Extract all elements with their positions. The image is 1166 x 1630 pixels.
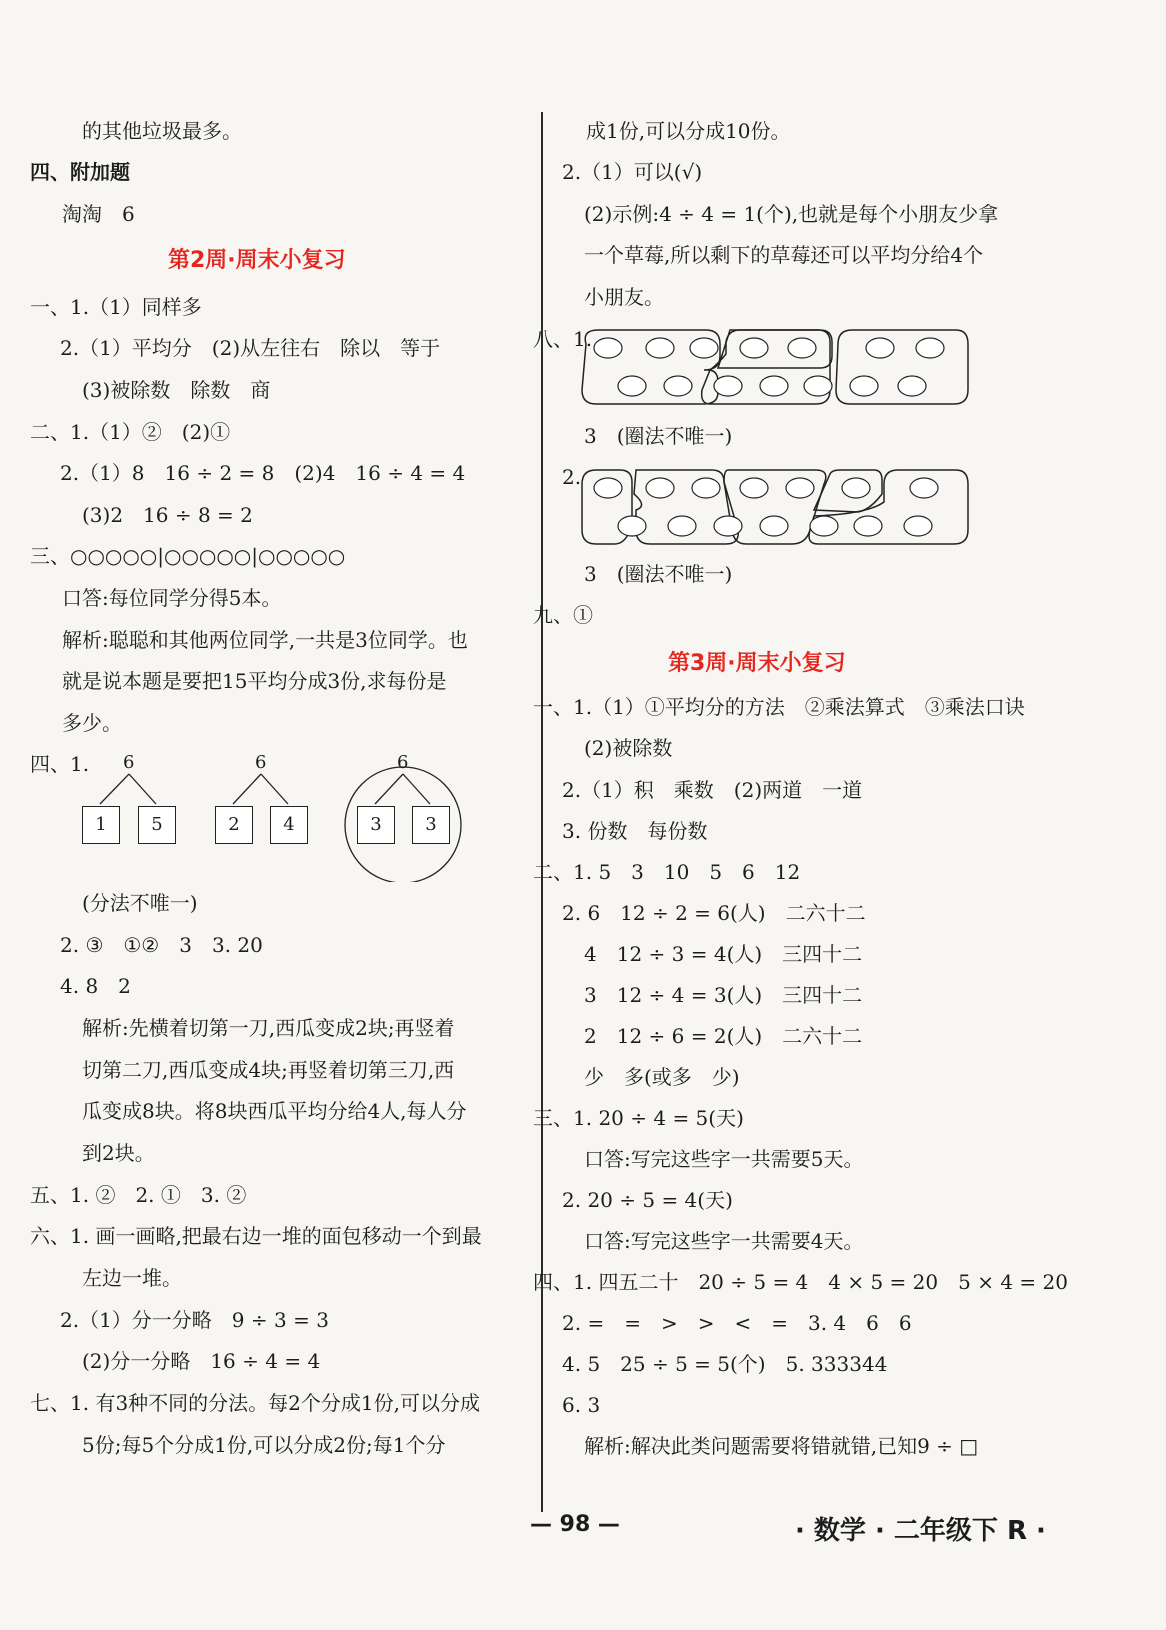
text-line: 2. 20 ÷ 5 = 4(天) [562, 1188, 733, 1212]
text-line: 一个草莓,所以剩下的草莓还可以平均分给4个 [584, 243, 984, 267]
text-line: 五、1. ② 2. ① 3. ② [30, 1183, 247, 1207]
analysis-line: 解析:解决此类问题需要将错就错,已知9 ÷ □ [584, 1434, 979, 1458]
text-line: 二、1. 5 3 10 5 6 12 [533, 860, 801, 884]
analysis-line: 解析:先横着切第一刀,西瓜变成2块;再竖着 [82, 1016, 455, 1040]
analysis-line: 就是说本题是要把15平均分成3份,求每份是 [62, 669, 447, 693]
tree-box: 4 [270, 806, 308, 844]
text-line: 淘淘 6 [62, 202, 135, 226]
tree-top-number: 6 [255, 752, 267, 773]
text-line: 2. 6 12 ÷ 2 = 6(人) 二六十二 [562, 901, 866, 925]
text-line: (分法不唯一) [82, 891, 198, 915]
text-line: (2)被除数 [584, 736, 673, 760]
text-line: 三、1. 20 ÷ 4 = 5(天) [533, 1106, 744, 1130]
analysis-line: 到2块。 [82, 1141, 155, 1165]
tree-box: 5 [138, 806, 176, 844]
text-line: 九、① [533, 603, 593, 627]
analysis-line: 多少。 [62, 711, 122, 735]
subject-label: · 数学 · 二年级下 R · [795, 1516, 1046, 1546]
text-line: 成1份,可以分成10份。 [586, 119, 791, 143]
text-line: 4. 5 25 ÷ 5 = 5(个) 5. 333344 [562, 1352, 888, 1376]
tree-top-number: 6 [123, 752, 135, 773]
analysis-line: 瓜变成8块。将8块西瓜平均分给4人,每人分 [82, 1099, 467, 1123]
text-line: 2.（1）积 乘数 (2)两道 一道 [562, 778, 863, 802]
text-line: (2)示例:4 ÷ 4 = 1(个),也就是每个小朋友少拿 [584, 202, 999, 226]
section-heading: 第3周·周末小复习 [668, 651, 846, 676]
text-line: 少 多(或多 少) [584, 1065, 740, 1089]
text-line: 4. 8 2 [60, 974, 131, 998]
text-line: 5份;每5个分成1份,可以分成2份;每1个分 [82, 1433, 446, 1457]
text-line: 2. ③ ①② 3 3. 20 [60, 933, 263, 957]
bird-grouping-diagram-1 [578, 326, 973, 408]
analysis-line: 解析:聪聪和其他两位同学,一共是3位同学。也 [62, 628, 468, 652]
text-line: 口答:每位同学分得5本。 [62, 586, 282, 610]
tree-box: 3 [412, 806, 450, 844]
tree-box: 2 [215, 806, 253, 844]
text-line: 四、1. 四五二十 20 ÷ 5 = 4 4 × 5 = 20 5 × 4 = 20 [533, 1270, 1068, 1294]
tree-box: 1 [82, 806, 120, 844]
text-line: 2.（1）分一分略 9 ÷ 3 = 3 [60, 1308, 329, 1332]
tree-1-lines [100, 774, 156, 804]
text-line: 3 12 ÷ 4 = 3(人) 三四十二 [584, 983, 863, 1007]
section-heading: 第2周·周末小复习 [168, 248, 346, 273]
text-line: 的其他垃圾最多。 [82, 119, 242, 143]
tree-top-number: 6 [397, 752, 409, 773]
page-number: — 98 — [530, 1512, 620, 1537]
tree-box: 3 [357, 806, 395, 844]
text-line: 六、1. 画一画略,把最右边一堆的面包移动一个到最 [30, 1224, 482, 1248]
text-line: 2. = = > > < = 3. 4 6 6 [562, 1311, 912, 1335]
text-line: 2.（1）8 16 ÷ 2 = 8 (2)4 16 ÷ 4 = 4 [60, 461, 466, 485]
text-line: (3)被除数 除数 商 [82, 378, 271, 402]
text-line: (2)分一分略 16 ÷ 4 = 4 [82, 1349, 321, 1373]
text-line: (3)2 16 ÷ 8 = 2 [82, 503, 253, 527]
text-line: 3. 份数 每份数 [562, 819, 708, 843]
text-line: 口答:写完这些字一共需要4天。 [584, 1229, 864, 1253]
text-line: 2.（1）可以(√) [562, 160, 703, 184]
analysis-line: 切第二刀,西瓜变成4块;再竖着切第三刀,西 [82, 1058, 455, 1082]
bird-grouping-diagram-2 [578, 466, 973, 548]
text-line: 2 12 ÷ 6 = 2(人) 二六十二 [584, 1024, 863, 1048]
tree-2-lines [233, 774, 288, 804]
text-line: 3 (圈法不唯一) [584, 424, 733, 448]
text-line: 一、1.（1）①平均分的方法 ②乘法算式 ③乘法口诀 [533, 695, 1025, 719]
text-line: 口答:写完这些字一共需要5天。 [584, 1147, 864, 1171]
section-title: 四、附加题 [30, 160, 130, 184]
text-line: 四、1. [30, 752, 90, 776]
text-line: 3 (圈法不唯一) [584, 562, 733, 586]
text-line: 2.（1）平均分 (2)从左往右 除以 等于 [60, 336, 441, 360]
column-divider [541, 112, 543, 1512]
text-line: 左边一堆。 [82, 1266, 182, 1290]
text-line: 二、1.（1）② (2)① [30, 420, 231, 444]
text-line: 6. 3 [562, 1393, 601, 1417]
text-line: 七、1. 有3种不同的分法。每2个分成1份,可以分成 [30, 1391, 480, 1415]
text-line: 4 12 ÷ 3 = 4(人) 三四十二 [584, 942, 863, 966]
text-line: 八、1. [533, 327, 593, 351]
text-line: 一、1.（1）同样多 [30, 295, 202, 319]
text-line: 小朋友。 [584, 285, 664, 309]
text-line: 2. [562, 465, 582, 489]
text-line: 三、○○○○○|○○○○○|○○○○○ [30, 544, 346, 568]
